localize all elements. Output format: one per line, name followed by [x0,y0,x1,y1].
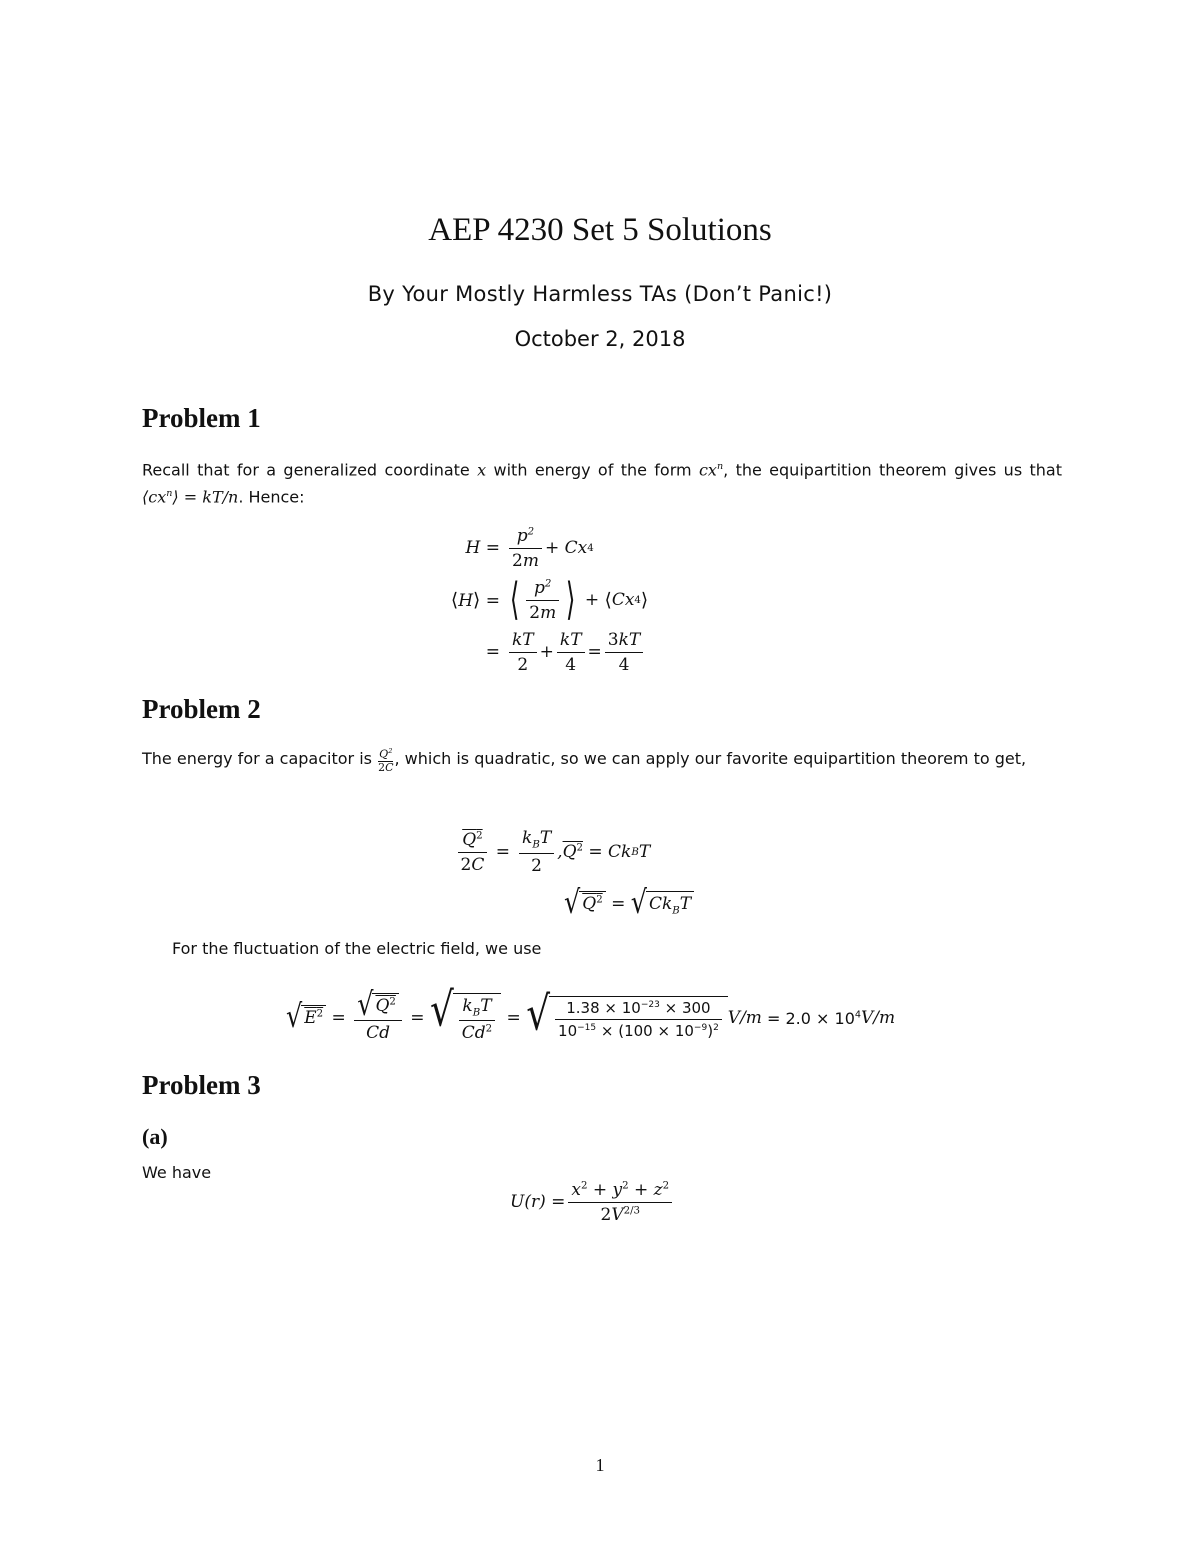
problem-2-text: The energy for a capacitor is $\frac{Q^2}{2C}$ , which is quadratic, so we can apply our favorite equipartition theorem to get, [142,747,1027,774]
problem-3-text: We have [142,1163,212,1182]
problem-2-heading: Problem 2 [142,694,261,724]
problem-2-fluctuation-text: For the fluctuation of the electric field, we use [172,939,542,958]
problem-3a-heading: (a) [142,1124,168,1149]
problem-3-equation: U(r) = $\frac{x^2 + y^2 + z^2}{2V^{2/3}}$ [510,1176,675,1228]
document-title: AEP 4230 Set 5 Solutions [428,212,772,248]
problem-2-field-equation: √ $E^2$ = √ $Q^2$ Cd = √ $\frac{k_BT}{Cd^2}$ = √ $\frac{1.38 \times 10^{-23} \times 300}{10^{-15} \times (100 \times 10^{-9})^2}$ V/m = $2.0 \times 10^4$ V/m [286,981,896,1044]
document-author: By Your Mostly Harmless TAs (Don’t Panic!) [367,282,833,306]
problem-1-heading: Problem 1 [142,403,261,433]
document-date: October 2, 2018 [514,327,686,351]
problem-1-equations: H = $\frac{p^2}{2m}$ + Cx 4 ⟨H⟩ = ⟨ $\frac{p^2}{2m}$ ⟩ + ⟨ Cx 4 ⟩ = $\frac{kT}{2}$ + $\frac{kT}{4}$ = $\frac{3kT}{4}$ [450,525,649,675]
problem-1-text: Recall that for a generalized coordinate x with energy of the form $cx^n$, the equipartition theorem gives us that $⟨cx^n⟩ = kT/n$. Hence: [142,460,1063,507]
page-number: 1 [595,1455,605,1475]
problem-2-equations: $\frac{Q^2}{2C}$ = $\frac{k_BT}{2}$ , $Q^2$ = Ck B T √ $Q^2$ = √ $Ck_BT$ [420,826,694,930]
problem-3-heading: Problem 3 [142,1070,261,1100]
